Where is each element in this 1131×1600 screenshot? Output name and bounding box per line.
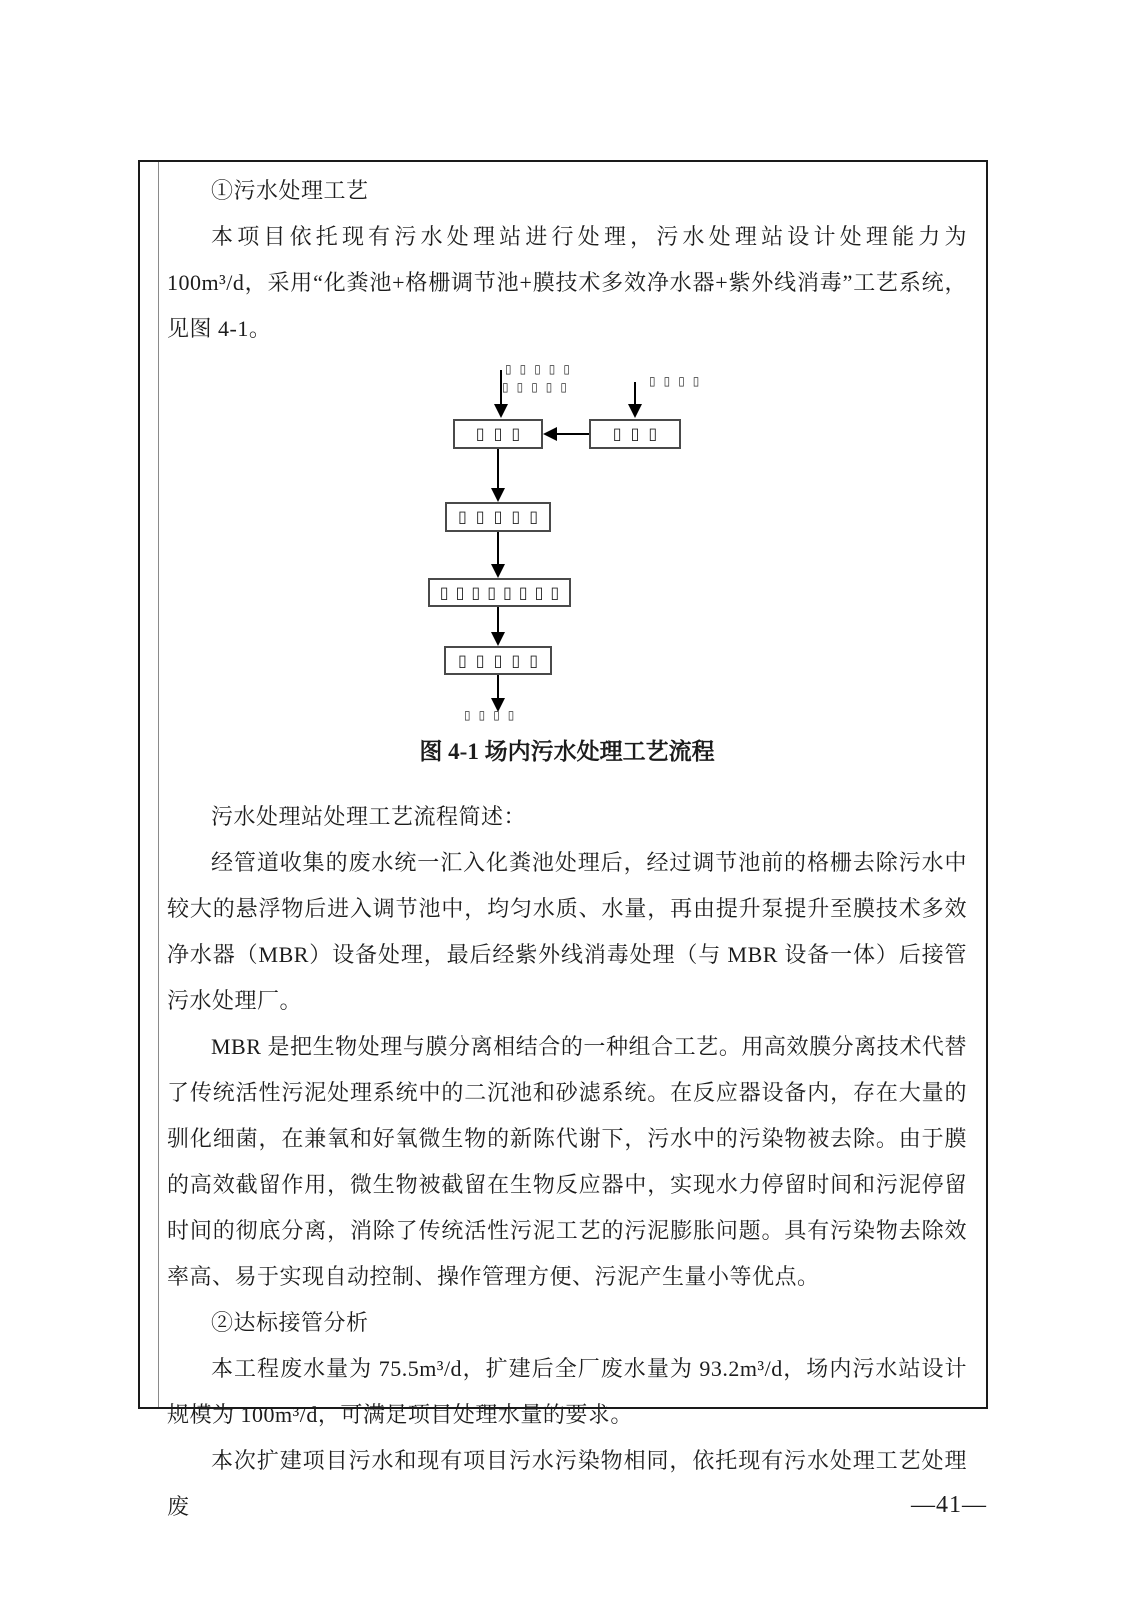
paragraph-capacity-analysis: 本工程废水量为 75.5m³/d，扩建后全厂废水量为 93.2m³/d，场内污水站设计规模为 100m³/d，可满足项目处理水量的要求。 — [167, 1356, 967, 1427]
flow-box-3-label: ▯▯▯▯▯ — [457, 507, 548, 526]
flow-box-4-label: ▯▯▯▯▯▯▯▯ — [439, 582, 567, 602]
arrow-line-box4-to-box5 — [497, 607, 499, 632]
paragraph-mbr-description: MBR 是把生物处理与膜分离相结合的一种组合工艺。用高效膜分离技术代替了传统活性污泥处理系统中的二沉池和砂滤系统。在反应器设备内，存在大量的驯化细菌，在兼氧和好氧微生物的新陈代谢下，污水中的污染物被去除。由于膜的高效截留作用，微生物被截留在生物反应器中，实现水力停留时间和污泥停留时间的彻底分离，消除了传统活性污泥工艺的污泥膨胀问题。具有污染物去除效率高、易于实现自动控制、操作管理方便、污泥产生量小等优点。 — [167, 1034, 967, 1289]
figure-caption: 图 4-1 场内污水处理工艺流程 — [419, 739, 715, 764]
paragraph-project-intro: 本项目依托现有污水处理站进行处理，污水处理站设计处理能力为 100m³/d，采用“化粪池+格栅调节池+膜技术多效净水器+紫外线消毒”工艺系统，见图 4-1。 — [167, 224, 967, 341]
arrow-head-into-box1 — [494, 404, 508, 418]
arrow-line-into-box1 — [500, 370, 502, 404]
document-border-frame — [138, 160, 988, 1519]
arrow-line-box1-to-box3 — [497, 449, 499, 488]
arrow-head-box2-to-box1 — [543, 427, 557, 441]
arrow-head-box3-to-box4 — [491, 564, 505, 578]
arrow-line-box2-to-box1 — [557, 433, 589, 435]
flow-label-top-left-line1: ▯▯▯▯▯ — [505, 362, 579, 376]
paragraph-analysis-heading: ②达标接管分析 — [211, 1310, 369, 1335]
paragraph-process-brief-heading: 污水处理站处理工艺流程简述： — [211, 804, 527, 829]
flow-box-1-label: ▯▯▯ — [475, 424, 530, 443]
flow-box-5-label: ▯▯▯▯▯ — [457, 650, 548, 670]
arrow-head-box4-to-box5 — [491, 632, 505, 646]
table-inner-rule — [158, 162, 159, 1407]
arrow-head-box1-to-box3 — [491, 488, 505, 502]
flow-label-top-right: ▯▯▯▯ — [649, 374, 708, 388]
wastewater-process-flowchart — [167, 356, 967, 728]
paragraph-process-description: 经管道收集的废水统一汇入化粪池处理后，经过调节池前的格栅去除污水中较大的悬浮物后进入调节池中，均匀水质、水量，再由提升泵提升至膜技术多效净水器（MBR）设备处理，最后经紫外线消毒处理（与 MBR 设备一体）后接管污水处理厂。 — [167, 850, 967, 1013]
flow-box-1 — [453, 419, 543, 449]
page-number: —41— — [911, 1492, 987, 1518]
flow-box-4 — [428, 578, 571, 607]
paragraph-process-heading: ①污水处理工艺 — [211, 178, 369, 203]
arrow-line-into-box2 — [634, 382, 636, 404]
flow-label-bottom: ▯▯▯▯ — [464, 708, 523, 722]
flow-box-2 — [589, 419, 681, 449]
arrow-line-box3-to-box4 — [497, 532, 499, 564]
arrow-head-into-box2 — [628, 404, 642, 418]
flow-label-top-left-line2: ▯▯▯▯▯ — [502, 380, 576, 394]
flow-box-5 — [444, 646, 552, 675]
arrow-line-box5-to-outfall — [497, 675, 499, 698]
flow-box-3 — [445, 502, 551, 532]
flow-box-2-label: ▯▯▯ — [612, 424, 667, 443]
paragraph-expansion-note: 本次扩建项目污水和现有项目污水污染物相同，依托现有污水处理工艺处理废 — [167, 1448, 967, 1519]
document-content — [167, 168, 967, 1530]
